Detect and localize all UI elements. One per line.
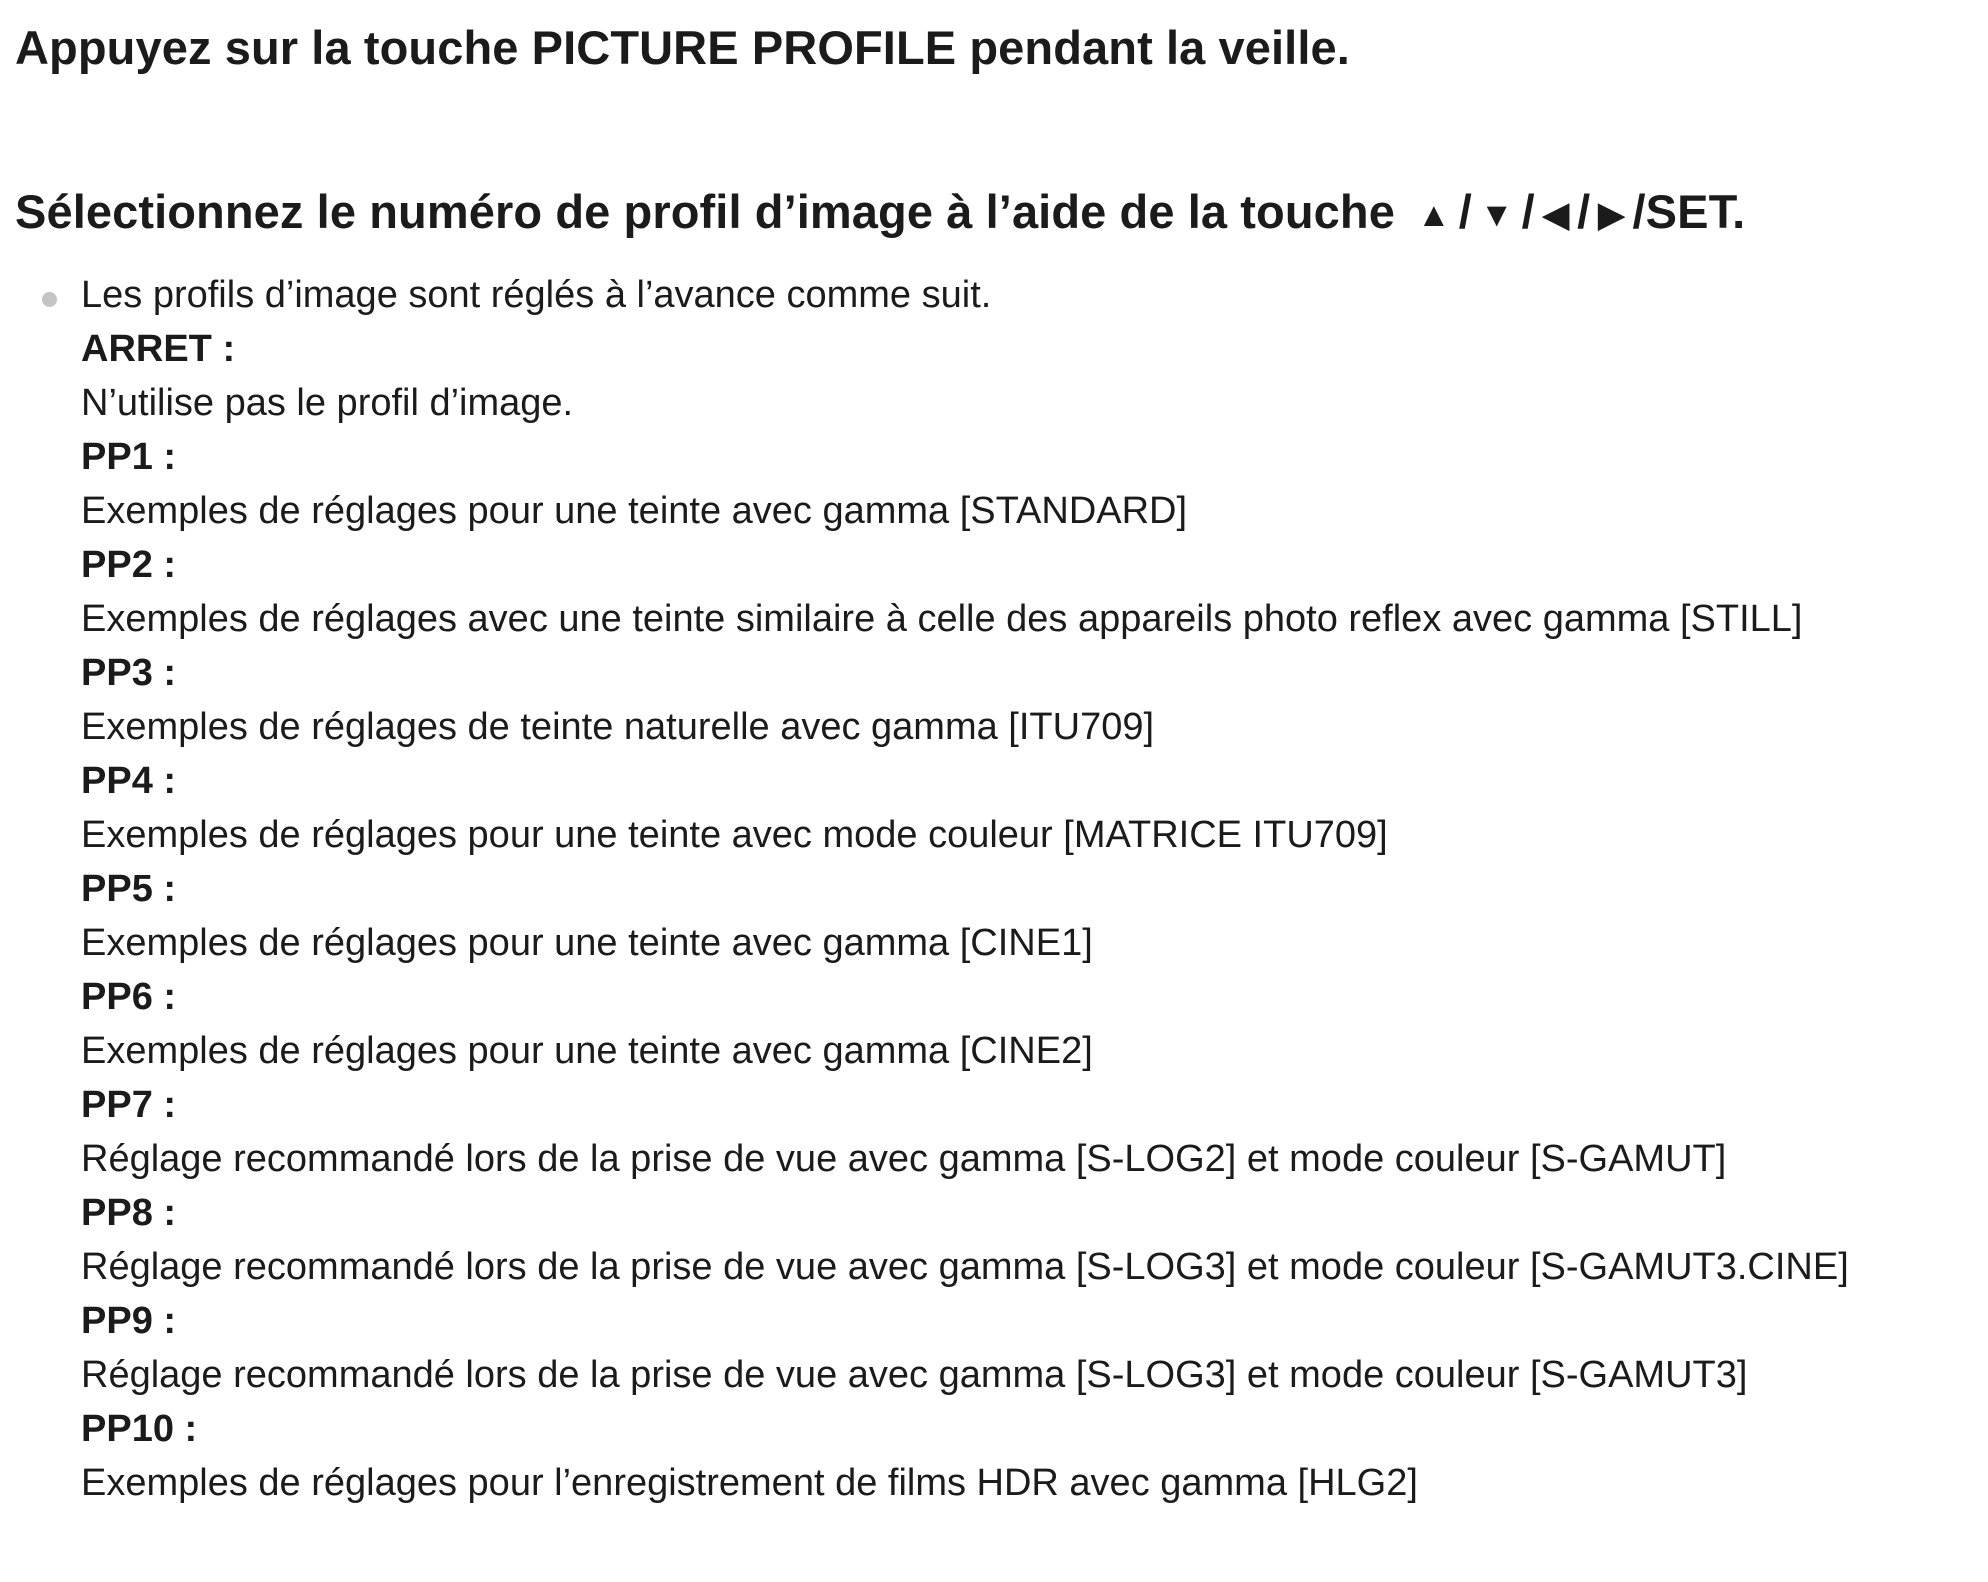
profile-label: PP1 : [81, 436, 177, 478]
step-heading-select-profile [15, 184, 1745, 243]
list-item [81, 430, 1981, 538]
profile-description: Exemples de réglages pour une teinte avec gamma [CINE1] [81, 922, 1093, 964]
profile-description: Exemples de réglages avec une teinte similaire à celle des appareils photo reflex avec gamma [STILL] [81, 598, 1803, 640]
list-item [81, 1186, 1981, 1294]
arrow-separator: / [1458, 185, 1472, 238]
step-heading-picture-profile [15, 20, 1350, 76]
list-item [81, 646, 1981, 754]
step-heading-text: Sélectionnez le numéro de profil d’image à l’aide de la touche [15, 185, 1395, 238]
list-item [81, 970, 1981, 1078]
profile-description: Exemples de réglages pour une teinte avec gamma [CINE2] [81, 1030, 1093, 1072]
profile-label: PP8 : [81, 1192, 177, 1234]
profile-label: PP7 : [81, 1084, 177, 1126]
profile-label: PP10 : [81, 1408, 198, 1450]
profile-label: PP3 : [81, 652, 177, 694]
list-item [81, 322, 1981, 430]
profile-label: PP9 : [81, 1300, 177, 1342]
profile-description: Exemples de réglages pour une teinte avec gamma [STANDARD] [81, 490, 1188, 532]
profile-description: N’utilise pas le profil d’image. [81, 382, 574, 424]
list-item [81, 1294, 1981, 1402]
arrow-separator: / [1521, 185, 1535, 238]
profile-label: ARRET : [81, 328, 236, 370]
list-item [81, 862, 1981, 970]
bullet-intro: Les profils d’image sont réglés à l’avance comme suit. [81, 274, 992, 316]
profile-presets-note [81, 268, 1981, 1510]
profile-label: PP5 : [81, 868, 177, 910]
profile-label: PP2 : [81, 544, 177, 586]
right-triangle-icon: ▶ [1598, 196, 1625, 234]
bullet-dot-icon [42, 292, 57, 307]
list-item [81, 1402, 1981, 1510]
arrow-separator: / [1577, 185, 1591, 238]
set-suffix: /SET. [1632, 185, 1746, 238]
arrow-keys-group [1417, 184, 1745, 243]
profile-list [81, 322, 1981, 1510]
profile-label: PP4 : [81, 760, 177, 802]
profile-description: Réglage recommandé lors de la prise de vue avec gamma [S-LOG3] et mode couleur [S-GAMUT3.CINE] [81, 1246, 1849, 1288]
left-triangle-icon: ◀ [1542, 196, 1570, 234]
list-item [81, 1078, 1981, 1186]
list-item [81, 538, 1981, 646]
profile-description: Exemples de réglages pour une teinte avec mode couleur [MATRICE ITU709] [81, 814, 1388, 856]
profile-description: Réglage recommandé lors de la prise de vue avec gamma [S-LOG3] et mode couleur [S-GAMUT3] [81, 1354, 1748, 1396]
profile-description: Réglage recommandé lors de la prise de vue avec gamma [S-LOG2] et mode couleur [S-GAMUT] [81, 1138, 1727, 1180]
profile-description: Exemples de réglages pour l’enregistrement de films HDR avec gamma [HLG2] [81, 1462, 1418, 1504]
down-triangle-icon: ▼ [1479, 196, 1514, 234]
up-triangle-icon: ▲ [1416, 196, 1451, 234]
list-item [81, 754, 1981, 862]
profile-label: PP6 : [81, 976, 177, 1018]
step-heading-text: Appuyez sur la touche PICTURE PROFILE pendant la veille. [15, 21, 1350, 74]
profile-description: Exemples de réglages de teinte naturelle avec gamma [ITU709] [81, 706, 1155, 748]
